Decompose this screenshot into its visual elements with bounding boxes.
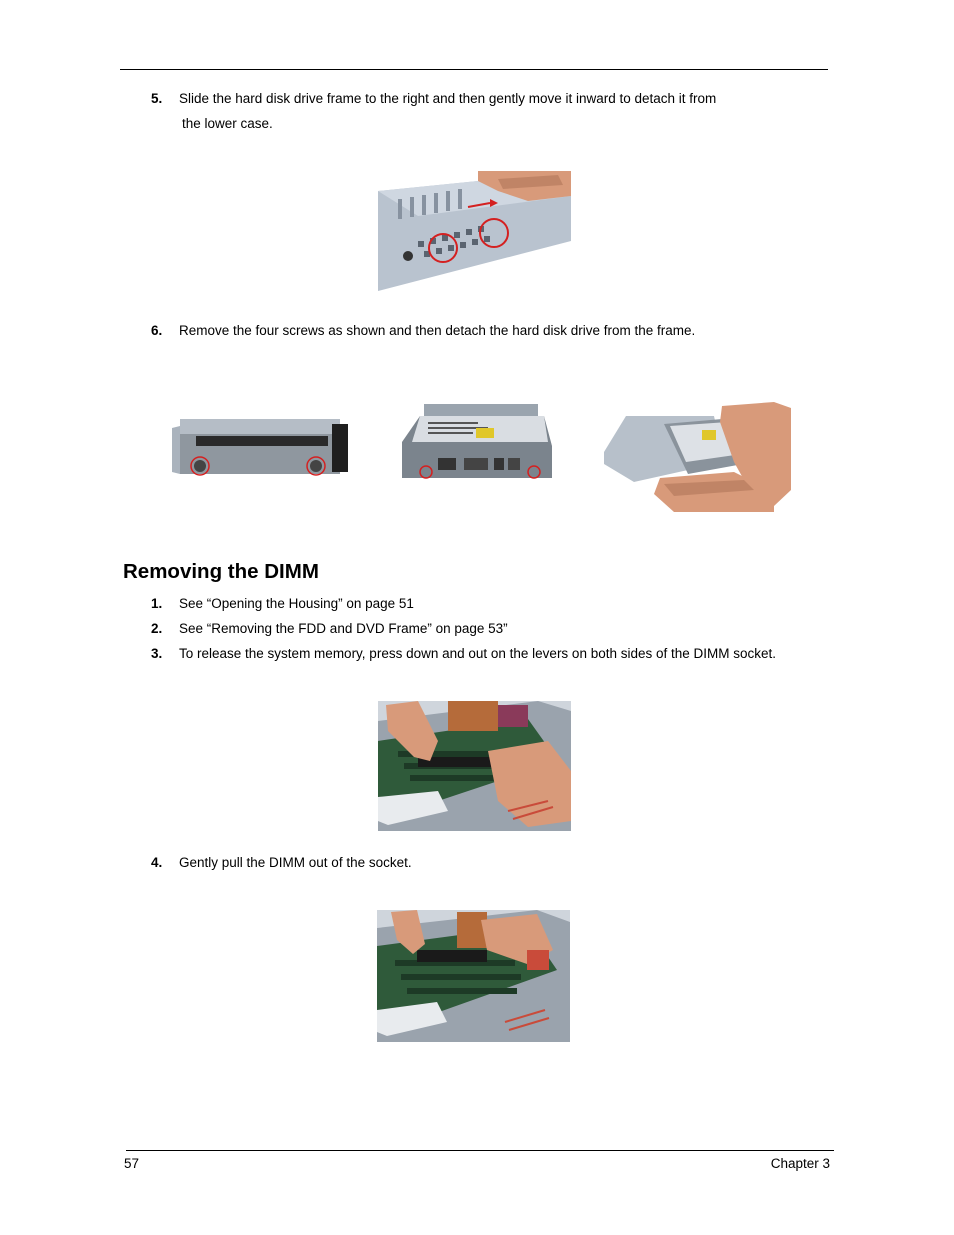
step-text: See “Removing the FDD and DVD Frame” on page 53”	[179, 621, 508, 636]
step-text: See “Opening the Housing” on page 51	[179, 596, 414, 611]
figure-hdd-rear-screws	[398, 402, 552, 482]
step-text: Slide the hard disk drive frame to the right and then gently move it inward to detach it from	[179, 91, 717, 106]
step-number: 6.	[151, 323, 163, 338]
header-rule	[120, 69, 828, 70]
figure-hdd-front-screws	[172, 414, 350, 476]
step-number: 3.	[151, 646, 163, 661]
step-number: 4.	[151, 855, 163, 870]
step-text: Remove the four screws as shown and then detach the hard disk drive from the frame.	[179, 323, 696, 338]
figure-dimm-pull-out	[377, 910, 570, 1042]
figure-hdd-frame-slide	[378, 171, 571, 293]
chapter-label: Chapter 3	[770, 1156, 830, 1171]
step-text: To release the system memory, press down and out on the levers on both sides of the DIMM socket.	[179, 646, 777, 661]
step-number: 2.	[151, 621, 163, 636]
step-number: 5.	[151, 91, 163, 106]
step-text: Gently pull the DIMM out of the socket.	[179, 855, 412, 870]
footer-rule	[126, 1150, 834, 1151]
figure-hdd-detach-hands	[604, 402, 791, 512]
figure-dimm-release-levers	[378, 701, 571, 831]
section-title: Removing the DIMM	[123, 560, 319, 583]
step-number: 1.	[151, 596, 163, 611]
step-5-continuation: the lower case.	[182, 116, 273, 131]
page-number: 57	[124, 1156, 140, 1171]
